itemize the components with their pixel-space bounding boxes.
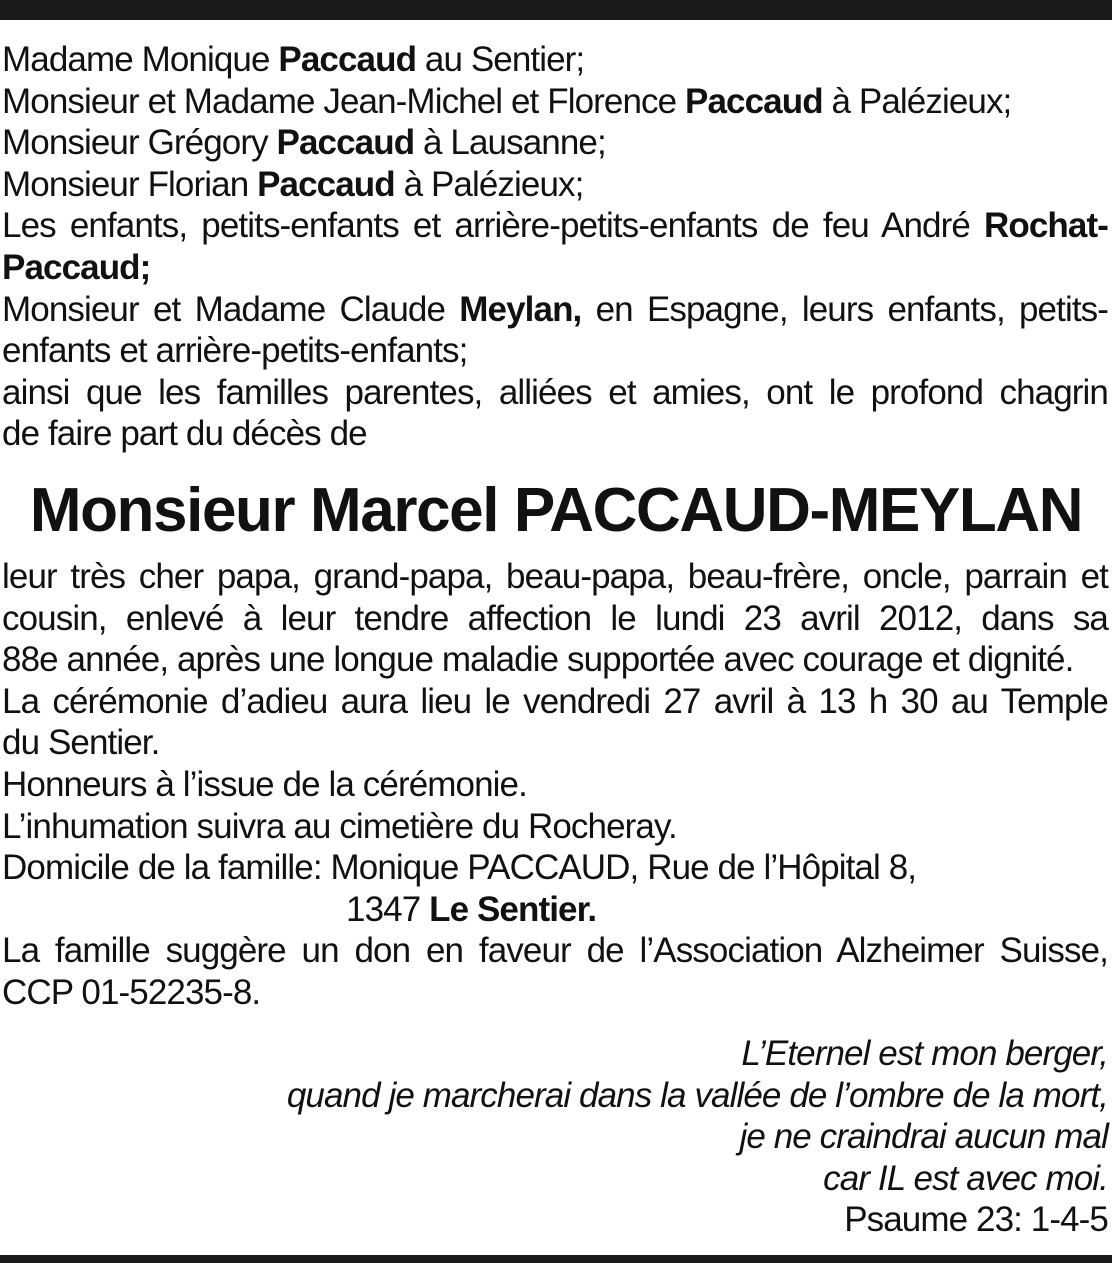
verse-line-2: quand je marcherai dans la vallée de l’ombre de la mort, (286, 1075, 1108, 1115)
psalm-verse (108, 1033, 1108, 1241)
family-location: au Sentier; (416, 40, 585, 79)
family-surname: Paccaud (257, 164, 395, 204)
family-address-line: Domicile de la famille: Monique PACCAUD, Rue de l’Hôpital 8, (2, 848, 917, 888)
body-line-3: 88e année, après une longue maladie supportée avec courage et dignité. (2, 640, 1074, 680)
family-text: Monsieur et Madame Jean-Michel et Florence (2, 81, 686, 121)
ceremony-line-2: du Sentier. (2, 723, 160, 763)
family-text: Madame Monique (2, 40, 279, 79)
donation-line-2: CCP 01-52235-8. (2, 972, 261, 1012)
family-surname: Rochat- (984, 206, 1108, 246)
family-line-1 (2, 39, 1108, 81)
honours-line: Honneurs à l’issue de la cérémonie. (2, 764, 527, 804)
body-line-1: leur très cher papa, grand-papa, beau-papa, beau-frère, oncle, parrain et (2, 557, 1108, 596)
family-line-7 (2, 289, 1108, 331)
family-text: Monsieur Grégory (2, 123, 277, 163)
donation-line-1: La famille suggère un don en faveur de l’Association Alzheimer Suisse, (2, 931, 1108, 971)
family-location: à Lausanne; (414, 123, 606, 163)
family-text: Monsieur et Madame Claude (2, 289, 460, 329)
family-surname: Paccaud (685, 81, 823, 121)
family-text: Monsieur Florian (2, 164, 258, 204)
family-address-city (2, 889, 1108, 931)
family-surname: Meylan, (459, 289, 582, 329)
ceremony-line-1: La cérémonie d’adieu aura lieu le vendredi 27 avril à 13 h 30 au Temple (2, 681, 1108, 721)
postal-code: 1347 (346, 889, 430, 929)
family-surname: Paccaud (276, 123, 415, 163)
body-line-2: cousin, enlevé à leur tendre affection le lundi 23 avril 2012, dans sa (2, 598, 1108, 638)
family-line-8: enfants et arrière-petits-enfants; (2, 331, 468, 371)
verse-reference: Psaume 23: 1-4-5 (844, 1200, 1108, 1240)
family-line-9: ainsi que les familles parentes, alliées et amies, ont le profond chagrin (2, 372, 1108, 412)
family-text: en Espagne, leurs enfants, petits- (581, 289, 1108, 329)
family-line-2 (2, 81, 1108, 123)
family-line-4 (2, 164, 1108, 206)
burial-line: L’inhumation suivra au cimetière du Rocheray. (2, 806, 677, 846)
announcement-body (2, 556, 1108, 1014)
family-surname: Paccaud (278, 40, 417, 79)
verse-line-1: L’Eternel est mon berger, (741, 1034, 1108, 1073)
bottom-rule (0, 1255, 1112, 1263)
deceased-name: Monsieur Marcel PACCAUD-MEYLAN (29, 476, 1083, 545)
verse-line-3: je ne craindrai aucun mal (739, 1117, 1108, 1157)
family-line-10: de faire part du décès de (2, 414, 367, 454)
family-line-3 (2, 122, 1108, 164)
family-text: Les enfants, petits-enfants et arrière-petits-enfants de feu André (2, 206, 985, 246)
verse-line-4: car IL est avec moi. (823, 1158, 1108, 1198)
family-line-6 (2, 247, 1108, 289)
family-list (2, 39, 1108, 455)
family-location: à Palézieux; (822, 81, 1012, 121)
family-location: à Palézieux; (394, 164, 584, 204)
family-line-5 (2, 205, 1108, 247)
city-name: Le Sentier. (429, 889, 597, 929)
top-rule (0, 0, 1112, 20)
family-surname: Paccaud; (2, 247, 151, 287)
